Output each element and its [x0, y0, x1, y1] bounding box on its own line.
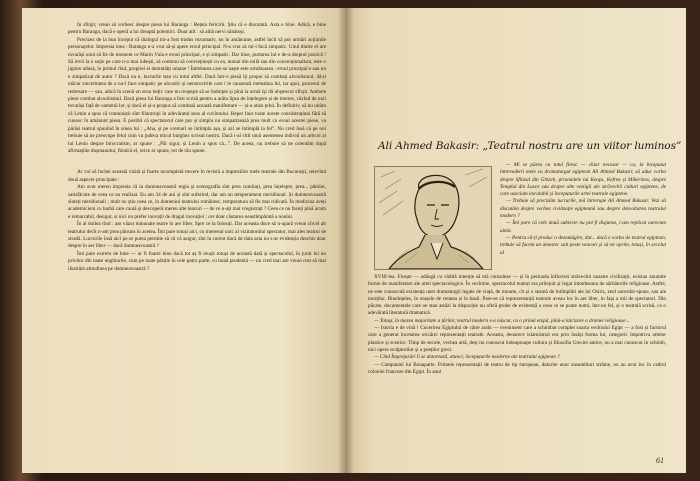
interview-paragraph: — Îmi pare că cele două subiecte nu pot fi disjunse, i-am replicat oarecum uimit. [500, 220, 666, 234]
interview-paragraph: — Totuși, în marea majoritate a țărilor, teatrul modern s-a născut, ca o primă etapă, pînă-a laicizare a dramei religioase... [374, 317, 630, 324]
left-paragraph: Precizez de la bun început că dialogul mi-a fost tradus rezumativ, nu în amănunte, astfel încît să pot urmări acțiunile personajelor. Impresia mea : Baranga n-a vrut să-și apere eroul principal. N-a vrut să mi-l facă simpatic. Unul dintre ei are tovarăși unul să fie de moment ce Marin Vuia e eroul principal, e și simpatic. Dar bine, purtarea lui e de-a dreptul josnică ! Să revii la o soție pe care n-o mai iubești, să continui să conviețuiești cu ea, numai din milă sau din convenționalism, este o jignire adusă, în primul rînd, propriei ei demnități umane ! Întrebarea care se naște este următoarea : eroul principal e sau nu e simpatizat de autor ? Dacă nu e, lucrurile stau cu totul altfel. Dacă într-o piesă îți propui să combați alcoolismul, dă-ți măcar sinceritatea de a nu-l face simpatic pe alcoolic și nenorocirile care i le cauzează meteahna lui, iar apoi, procesul de redresare — sau, adică în scenă un erou beţiv care nu reuşeşte să se îndrepte şi pînă la urmă îşi dă obştescul sfîrşit. Ambele piese combat alcoolismul. Dacă piesa lui Baranga a fost scrisă pentru a arăta lipsa de înțelegere și de interes, văzînd de unii tovarăși față de oamenii lor, și dacă el și-a propus să combată această manifestare — și-a atins țelul. În definitiv, să nu uităm că Lenin a spus că comuniștii sînt filantropi în adevăratul sens al cuvîntului. Reper face toate aceste considerațiuni fără să cunosc în amănunt piesa. E posibil că spectatorul care pur și simplu nu simpatizează prea mult cu eroul acestei piese, va părăsi teatrul spunînd în sinea lui : „Aha, și pe vremuri se întîmpla așa, și azi se întîmplă la fel”. Nu cred însă că pe noi trebuie să ne preocupe felul cum va judeca micul burghez scrisul nostru. Dacă i-ai citit unui asemenea individ un articol al lui Lenin despre birocratism, ar spune : „Păi sigur, și Lenin a spus că...”. De aceea, nu trebuie să ne orientăm după afirmațiile dușmanului, fiindcă el, orice ar spune, tot de rău spune. [68, 36, 326, 154]
article-title: Ali Ahmed Bakasir: „Teatrul nostru are un viitor luminos” [378, 140, 682, 152]
left-paragraph: Îmi pare extrem de bine — ar fi foarte bine dacă tot aș fi reușit totuși de această dată și spectacolul, în jurul lui un privitor din toate unghiurile, cum pe toate părțile în cele patru parte, cu bună prudentă — nu cred mai are vreun rost să mai ilustrăm atitudinea pe dumneavoastră ? [68, 250, 326, 272]
interview-paragraph: — Trebuie să precizăm lucrurile, mă întrerupe Ali Ahmed Bakasir. Vezi să discutăm despre vechea civilizație egipteană sau despre dezvoltarea teatrului modern ? [500, 198, 666, 220]
left-paragraph: Am avut mereu impresia că la dumneavoastră regia și scenografia sînt prea cumiinți, prea înțelepte, prea... pămînt, satisfăcute de ceea ce au realizat. Eu am 34 de ani și sînt suferind, dar am un temperament meridional. Și dumneavoastră sînteți meridionali ; mult nu știu ceea ce, în domeniul teatrului românesc, temperatura să fie mai ridicată. În medicina aveți academicieni cu barbă care caută și descoperă mereu alte leacuri — de ce n-ați mai vregistrați ? Ceea ce nu faceți pînă acum e remarcabil, desigur, si nici nu prefer inovații de dragul inovației ; cer doar căutarea neastîmpărată a noului. [68, 184, 326, 220]
section-gap [68, 155, 326, 169]
interview-paragraph: — Campaniei lui Bonaparte. Primele reprezentații de teatru de tip european, datorite unor ansambluri străine, nu au avut loc în cadrul coloniei franceze din Egipt. În anul [368, 361, 666, 375]
interview-paragraph: — Istoria e de vină ! Cucerirea Egiptului de către arabi — eveniment care a schimbat complet soarta vechiului Egipt — a fost și factorul care a generat încetarea oricărei reprezentații teatrale. Aceasta, deoarece islamismul era prin însăși forma lui, categoric împotriva artelor plastice și scenice. Timp de secole, vechea artă, deși nu cunoscut îndeaproape cultura și filozofia Greciei antice, nu a mai cunoscut în schimb, nici opera sculptorilor și a poeților greci. [368, 325, 666, 353]
portrait-illustration [374, 166, 492, 270]
right-page [346, 8, 686, 473]
book-gutter [338, 8, 354, 473]
interview-paragraph: — Mi se părea cu totul firesc — chiar necesar — ca, la începutul întrevederii mele cu dramaturgul egiptean Ali Ahmed Bakasir, să aduc vorba despre Sfinxul din Ghizeh, piramidele lui Keops, Kefren și Mikerinos, despre Templul din Luxor sau despre alte vestigii ale străvechii culturi egiptene, de care asociam inevitabil și începuturile artei teatrale egiptene. [500, 162, 666, 198]
interview-paragraph: XVIII-lea. Firește — adăugă cu vădită intenție să mă consoleze — și în perioada înflorirei străvechii noastre civilizații, existau anumite forme de manifestare ale artei spectacologice. În vechime, spectacolul teatral era prilejuit și legat întotdeauna de sărbătorile religioase. Astfel, ne este cunoscută existența unei dramaturgii legate de viață, de moarte, cît și o seamă de întîmplări ale lui Osiris, zeul sacerdot-spune, sau ale morților. Bineînțeles, în orașele de cetatea și în basii. Pare-se că reprezentanții teatrale aveau loc în aer liber, in fața a mii de spectatori. Din păcate, documentele care ne stau astăzi la dispoziție nu oferă probe de existență a ceea ce se poate numi, într-un fel, și o teatrală scrisă, ca o adevărată literatură dramatică. [368, 274, 666, 317]
interview-paragraph: — Cînd Împrejurări îi se datorează, atunci, începuturile moderne ale teatrului egiptean ? [374, 354, 560, 361]
left-paragraph: In sfirşit, vreau să vorbesc despre piesa lui Baranga : Rețeta fericirii. Știu că e discutată. Asta e bine. Adică, e bine pentru Baranga, dacă e operă a lui dreaptă polemici. Doar atît : să aibă nervi sănătoşi. [68, 22, 326, 36]
left-page [22, 8, 346, 473]
left-paragraph: Ar voi să închei această vizită și foarte incompletă trecere în revistă a impresiilor mele teatrale din Bucureşti, relevînd două aspecte principale : [68, 169, 326, 183]
interview-paragraph: — Pentru că-ți produc o dezamăgire, dar... dacă e vorba de teatrul egiptean, trebuie să facem un amestec salt peste veacuri și să ne oprim, totuși, în secolul al [500, 234, 666, 256]
left-paragraph: În al doilea rînd : am văzut minunate teatre în aer liber. Spre ce la folosiți. Dar aceasta duce să n-apară vreun cîrcel alt teatrului decît n-am prea pătruns în acelea. Îmi pare totuși aici, cu interesul unic al vizitatorului spectator, mai ales teatrul de stradă. Lucrurile însă aici pe-ar putea permite să vă vă asigur, sînt la curent dacă de data asta nu s-ar evidenția deschis doar despre în aer liber — dacă dumneavoastră ? [68, 221, 326, 250]
portrait-sketch-icon [375, 167, 491, 269]
page-number: 61 [656, 456, 664, 465]
